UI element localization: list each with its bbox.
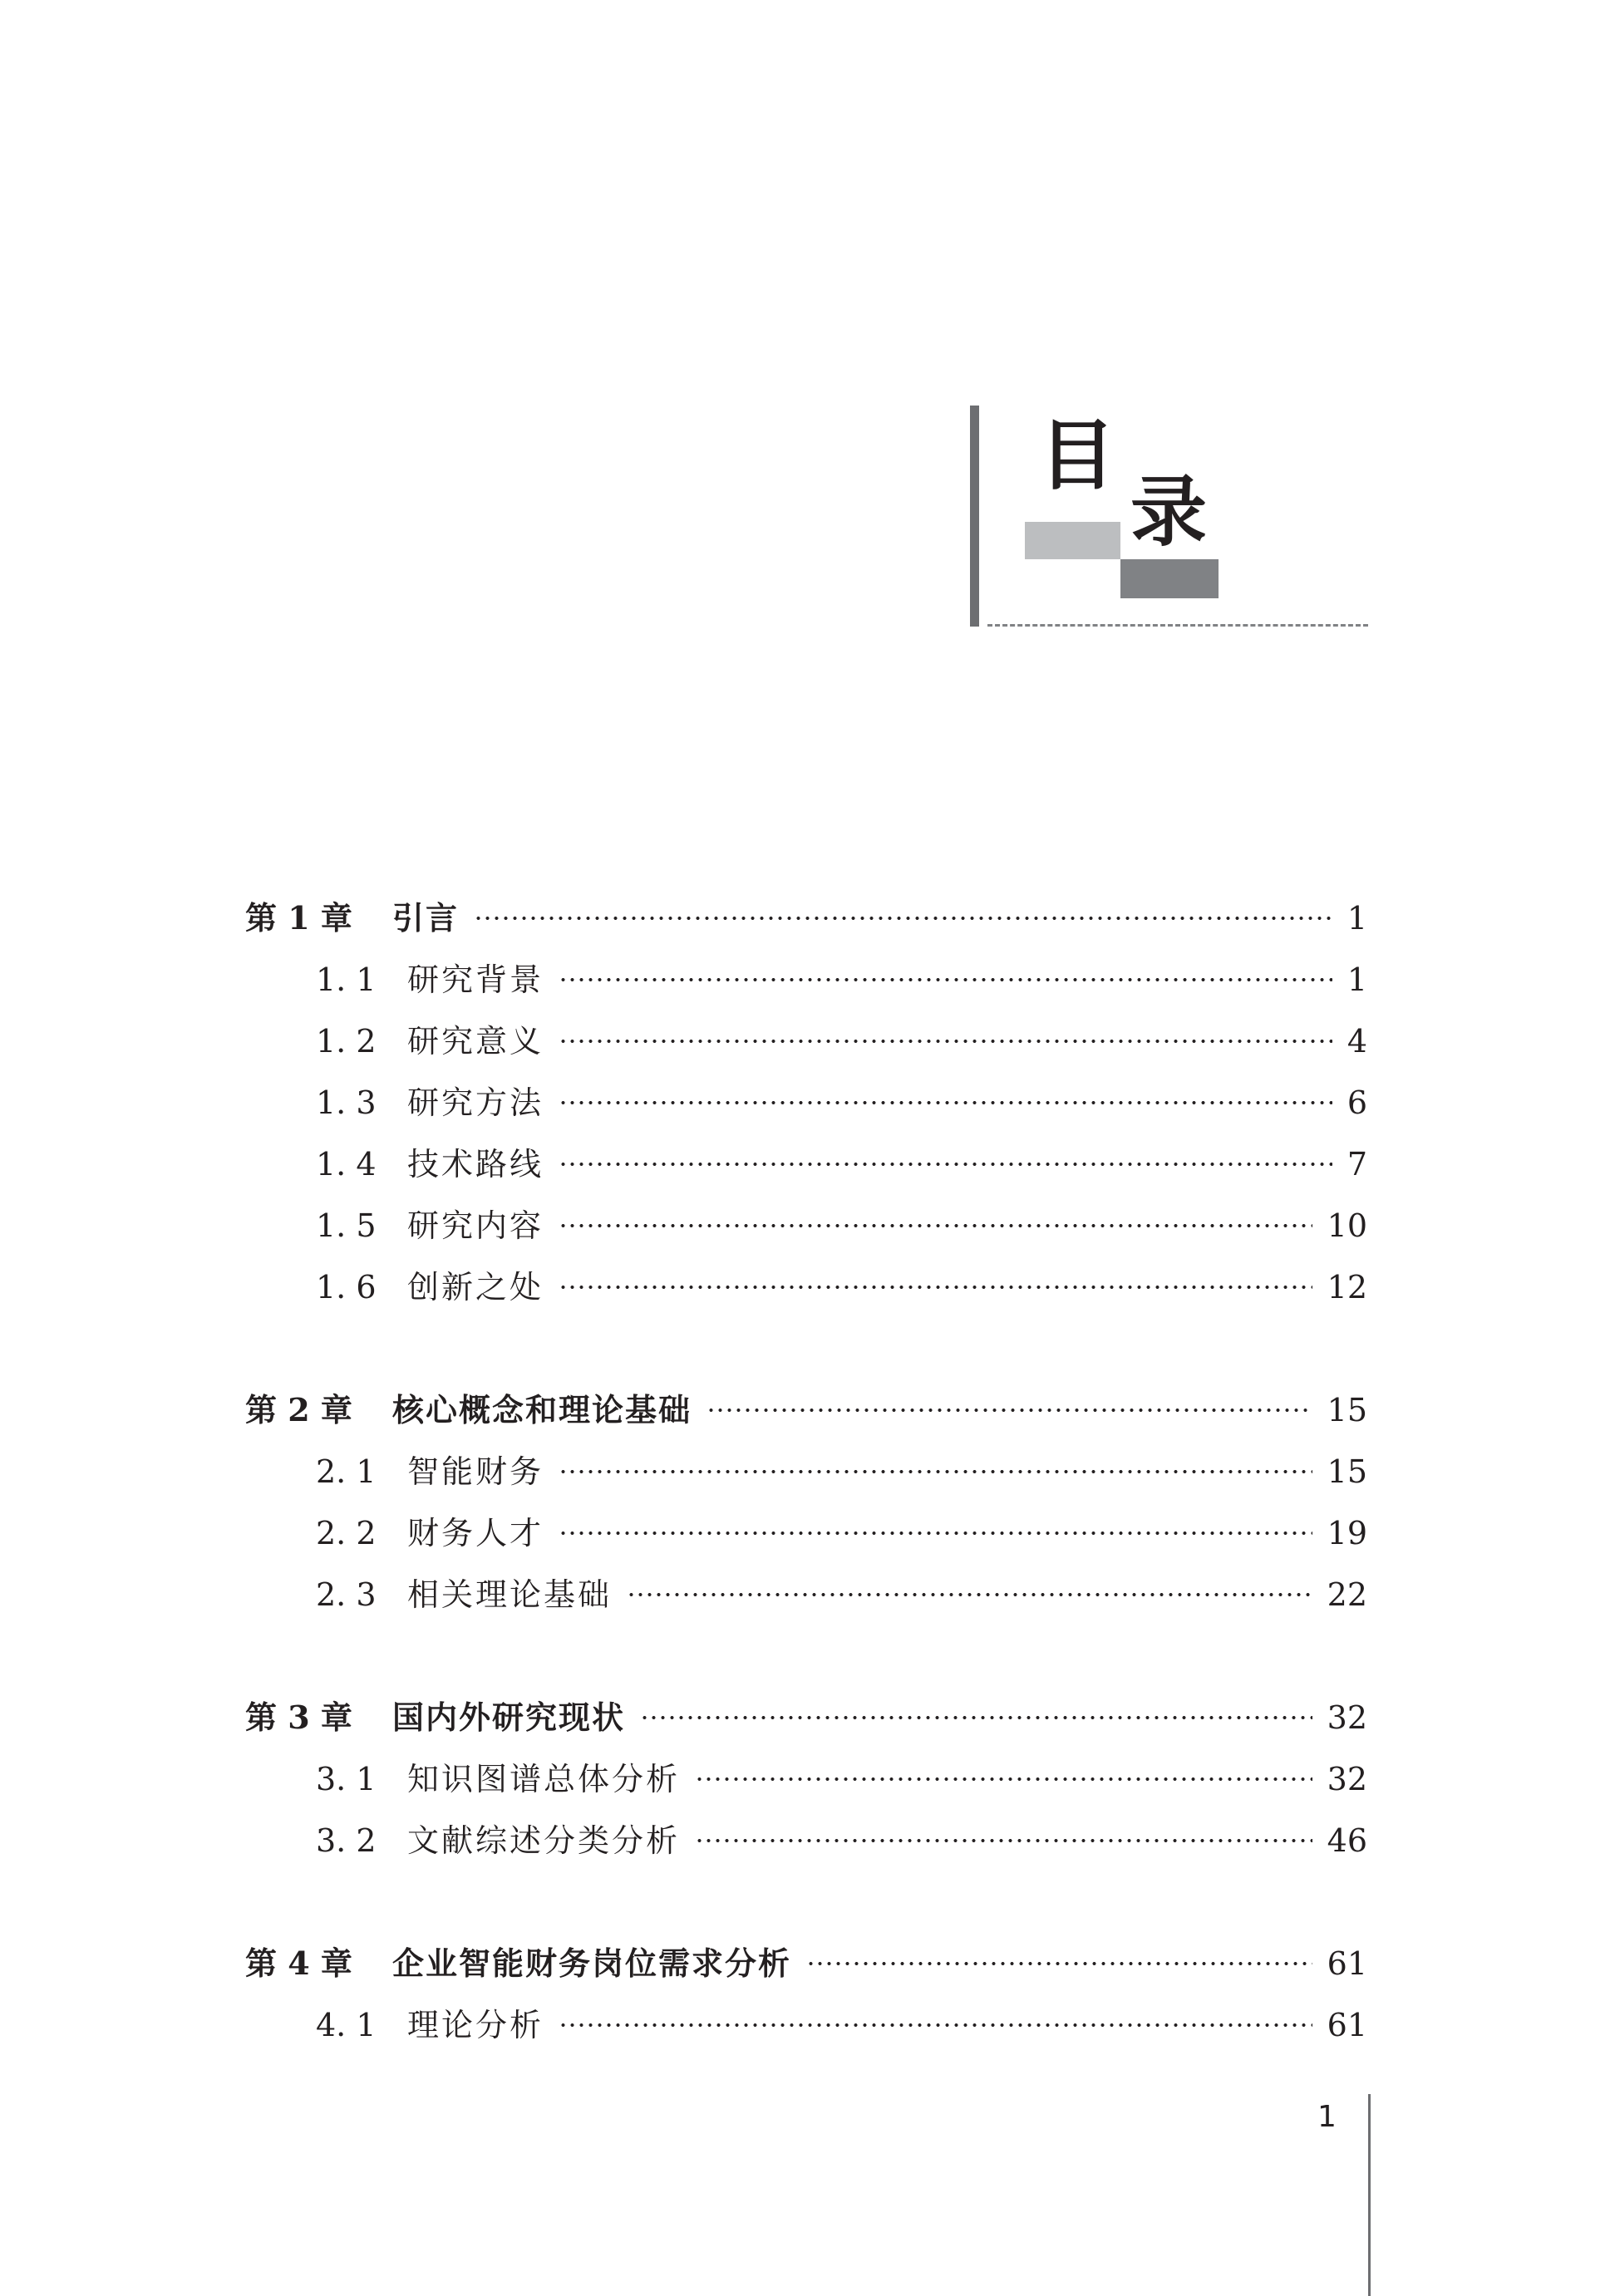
toc-number: 2. 3 [316,1576,377,1613]
toc-title: 财务人才 [407,1515,544,1551]
toc-leader-dots [707,1405,1312,1415]
page-title-char-2: 录 [1130,467,1208,557]
toc-section-1-1[interactable] [245,949,1367,1010]
toc-section-3-2[interactable] [245,1810,1367,1871]
toc-chapter-2[interactable] [245,1379,1367,1441]
toc-page: 15 [1327,1392,1367,1428]
toc-leader-dots [559,1467,1312,1477]
toc-title: 智能财务 [407,1453,544,1490]
toc-number: 1. 1 [316,961,377,998]
toc-page: 15 [1327,1453,1367,1490]
toc-section-4-1[interactable] [245,1994,1367,2056]
toc-leader-dots [559,2020,1312,2030]
toc-leader-dots [559,975,1332,985]
toc-section-2-3[interactable] [245,1564,1367,1625]
toc-section-1-5[interactable] [245,1195,1367,1256]
toc-leader-dots [640,1713,1312,1723]
toc-number: 第 1 章 [245,899,352,937]
margin-rule [1368,2094,1371,2296]
toc-number: 1. 5 [316,1207,377,1244]
toc-title: 相关理论基础 [407,1576,613,1613]
toc-number: 1. 6 [316,1269,377,1305]
toc-number: 第 4 章 [245,1944,352,1982]
toc-title: 研究意义 [407,1023,544,1060]
toc-title: 创新之处 [407,1269,544,1305]
toc-leader-dots [559,1282,1312,1292]
page-number: 1 [1317,2100,1337,2134]
table-of-contents [245,887,1367,2056]
toc-page: 10 [1327,1207,1367,1244]
toc-title: 国内外研究现状 [392,1699,626,1736]
toc-title: 文献综述分类分析 [407,1822,681,1859]
toc-page: 22 [1327,1576,1367,1613]
toc-number: 3. 1 [316,1761,377,1797]
toc-leader-dots [806,1959,1312,1969]
toc-title: 知识图谱总体分析 [407,1761,681,1797]
toc-number: 4. 1 [316,2007,377,2043]
toc-spacer [245,1318,1367,1379]
page-title-char-1: 目 [1039,411,1116,500]
title-accent-bar [970,406,979,627]
toc-number: 3. 2 [316,1822,377,1859]
toc-title: 研究内容 [407,1207,544,1244]
toc-spacer [245,1625,1367,1687]
toc-title: 理论分析 [407,2007,544,2043]
title-dark-block [1120,559,1219,598]
toc-leader-dots [559,1159,1332,1169]
toc-number: 1. 3 [316,1084,377,1121]
toc-title: 核心概念和理论基础 [392,1392,692,1428]
toc-spacer [245,1871,1367,1933]
toc-leader-dots [559,1036,1332,1046]
toc-section-1-3[interactable] [245,1072,1367,1133]
toc-leader-dots [559,1098,1332,1108]
toc-page: 61 [1327,1945,1367,1982]
toc-chapter-1[interactable] [245,887,1367,949]
toc-chapter-3[interactable] [245,1687,1367,1748]
toc-page: 32 [1327,1699,1367,1736]
title-dashed-rule [987,624,1368,627]
toc-page: 4 [1347,1023,1367,1060]
toc-section-2-2[interactable] [245,1502,1367,1564]
toc-leader-dots [559,1528,1312,1538]
toc-number: 1. 4 [316,1146,377,1182]
toc-page: 7 [1347,1146,1367,1182]
toc-title: 引言 [392,900,460,937]
toc-leader-dots [695,1774,1312,1784]
toc-section-1-2[interactable] [245,1010,1367,1072]
toc-page: 19 [1327,1515,1367,1551]
toc-number: 1. 2 [316,1023,377,1060]
toc-title: 企业智能财务岗位需求分析 [392,1945,792,1982]
toc-chapter-4[interactable] [245,1933,1367,1994]
toc-leader-dots [559,1221,1312,1231]
toc-page: 12 [1327,1269,1367,1305]
toc-title: 研究方法 [407,1084,544,1121]
toc-leader-dots [695,1836,1312,1846]
toc-section-3-1[interactable] [245,1748,1367,1810]
toc-number: 第 3 章 [245,1699,352,1736]
toc-page: 6 [1347,1084,1367,1121]
toc-page: 1 [1347,900,1367,937]
toc-page: 32 [1327,1761,1367,1797]
toc-leader-dots [474,913,1332,923]
title-light-block [1025,522,1120,559]
toc-number: 2. 2 [316,1515,377,1551]
toc-number: 第 2 章 [245,1391,352,1428]
toc-title: 研究背景 [407,961,544,998]
toc-page: 1 [1347,961,1367,998]
toc-page: 46 [1327,1822,1367,1859]
toc-number: 2. 1 [316,1453,377,1490]
toc-section-2-1[interactable] [245,1441,1367,1502]
toc-leader-dots [627,1590,1312,1600]
toc-section-1-6[interactable] [245,1256,1367,1318]
toc-title: 技术路线 [407,1146,544,1182]
toc-page: 61 [1327,2007,1367,2043]
toc-section-1-4[interactable] [245,1133,1367,1195]
